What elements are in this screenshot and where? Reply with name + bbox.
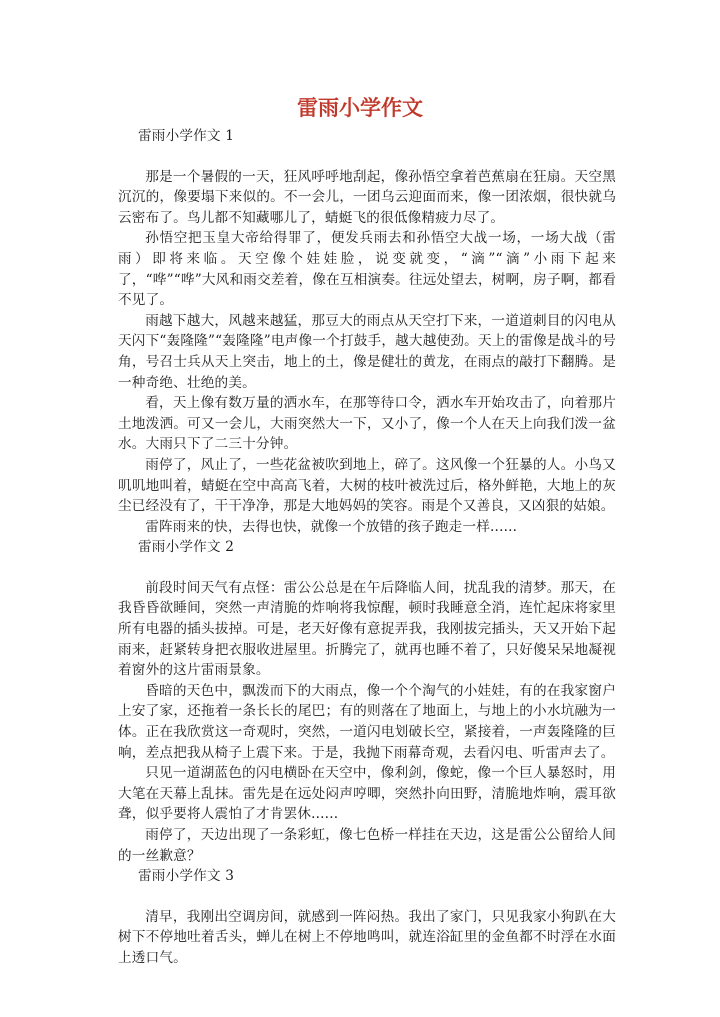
paragraph: 孙悟空把玉皇大帝给得罪了，便发兵雨去和孙悟空大战一场，一场大战（雷雨）即将来临。天空像个娃娃脸，说变就变，“滴”“滴”小雨下起来了，“哗”“哗”大风和雨交差着，像在互相演奏。往远处望去，树啊，房子啊，都看不见了。: [118, 230, 616, 309]
section-spacer: [118, 558, 616, 578]
paragraph: 雨停了，天边出现了一条彩虹，像七色桥一样挂在天边，这是雷公公留给人间的一丝歉意？: [118, 827, 616, 864]
paragraph: 那是一个暑假的一天，狂风呼呼地刮起，像孙悟空拿着芭蕉扇在狂扇。天空黑沉沉的，像要塌下来似的。不一会儿，一团乌云迎面而来，像一团浓烟，很快就乌云密布了。鸟儿都不知藏哪儿了，蜻蜓飞的很低像精疲力尽了。: [118, 168, 616, 226]
paragraph: 雨越下越大，风越来越猛，那豆大的雨点从天空打下来，一道道刺目的闪电从天闪下“轰隆隆”“轰隆隆”电声像一个打鼓手，越大越使劲。天上的雷像是战斗的号角，号召士兵从天上突击，地上的土，像是健壮的黄龙，在雨点的敲打下翻腾。是一种奇绝、壮绝的美。: [118, 312, 616, 391]
section-spacer: [118, 147, 616, 167]
essay-section-2: [118, 537, 616, 866]
essay-section-3: [118, 866, 616, 968]
document-title: 雷雨小学作文: [297, 95, 423, 120]
paragraph: 看，天上像有数万量的洒水车，在那等待口令，洒水车开始攻击了，向着那片土地泼洒。可又一会儿，大雨突然大一下，又小了，像一个人在天上向我们泼一盆水。大雨只下了二三十分钟。: [118, 395, 616, 453]
paragraph: 前段时间天气有点怪：雷公公总是在午后降临人间，扰乱我的清梦。那天，在我昏昏欲睡间，突然一声清脆的炸响将我惊醒，顿时我睡意全消，连忙起床将家里所有电器的插头拔掉。可是，老天好像有意捉弄我，我刚拔完插头，天又开始下起雨来，赶紧转身把衣服收进屋里。折腾完了，就再也睡不着了，只好傻呆呆地凝视着窗外的这片雷雨景象。: [118, 579, 616, 679]
section-heading: 雷雨小学作文 2: [138, 539, 235, 556]
paragraph: 雷阵雨来的快，去得也快，就像一个放错的孩子跑走一样......: [145, 518, 518, 535]
paragraph: 雨停了，风止了，一些花盆被吹到地上，碎了。这风像一个狂暴的人。小鸟又叽叽地叫着，蜻蜓在空中高高飞着，大树的枝叶被洗过后，格外鲜艳，大地上的灰尘已经没有了，干干净净，那是大地妈妈的笑容。雨是个又善良，又凶狠的姑娘。: [118, 456, 616, 515]
section-heading: 雷雨小学作文 1: [138, 128, 235, 144]
document-body: [118, 126, 616, 969]
section-spacer: [118, 887, 616, 907]
paragraph: 清早，我刚出空调房间，就感到一阵闷热。我出了家门，只见我家小狗趴在大树下不停地吐着舌头，蝉儿在树上不停地鸣叫，就连浴缸里的金鱼都不时浮在水面上透口气。: [118, 908, 616, 966]
section-heading: 雷雨小学作文 3: [138, 868, 235, 885]
paragraph: 昏暗的天色中，飘泼而下的大雨点，像一个个淘气的小娃娃，有的在我家窗户上安了家，还拖着一条长长的尾巴；有的则落在了地面上，与地上的小水坑融为一体。正在我欣赏这一奇观时，突然，一道闪电划破长空，紧接着，一声轰隆隆的巨响，差点把我从椅子上震下来。于是，我抛下雨幕奇观，去看闪电、听雷声去了。: [118, 682, 616, 761]
essay-section-1: [118, 126, 616, 537]
paragraph: 只见一道湖蓝色的闪电横卧在天空中，像利剑，像蛇，像一个巨人暴怒时，用大笔在天幕上乱抹。雷先是在远处闷声哼唧，突然扑向田野，清脆地炸响，震耳欲聋，似乎要将人震怕了才肯罢休......: [118, 765, 616, 823]
